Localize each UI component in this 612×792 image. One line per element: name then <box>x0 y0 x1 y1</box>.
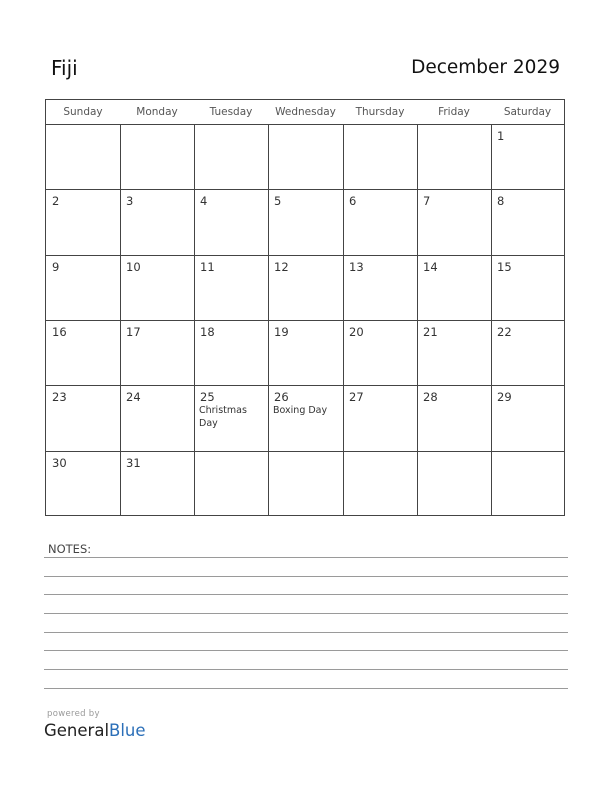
day-cell-1[interactable] <box>491 124 564 189</box>
day-number: 11 <box>200 260 215 274</box>
day-cell-20[interactable] <box>343 320 417 385</box>
weekday-sunday: Sunday <box>63 106 103 118</box>
day-number: 22 <box>497 325 512 339</box>
day-cell-29[interactable] <box>491 385 564 450</box>
day-cell-21[interactable] <box>417 320 491 385</box>
generalblue-logo[interactable] <box>44 721 146 740</box>
empty-day-cell[interactable] <box>417 124 491 189</box>
day-cell-9[interactable] <box>46 255 120 320</box>
empty-day-cell[interactable] <box>343 451 417 516</box>
day-number: 26 <box>274 390 289 404</box>
holiday-label: Christmas Day <box>199 405 247 429</box>
empty-day-cell[interactable] <box>417 451 491 516</box>
day-cell-7[interactable] <box>417 189 491 254</box>
day-number: 4 <box>200 194 208 208</box>
weekday-tuesday: Tuesday <box>209 106 253 118</box>
holiday-label: Boxing Day <box>273 405 328 416</box>
day-cell-5[interactable] <box>268 189 343 254</box>
day-cell-3[interactable] <box>120 189 194 254</box>
weekday-friday: Friday <box>438 106 470 118</box>
day-cell-10[interactable] <box>120 255 194 320</box>
empty-day-cell[interactable] <box>46 124 120 189</box>
empty-day-cell[interactable] <box>268 451 343 516</box>
day-number: 9 <box>52 260 60 274</box>
empty-day-cell[interactable] <box>491 451 564 516</box>
day-number: 6 <box>349 194 357 208</box>
day-number: 30 <box>52 456 67 470</box>
day-number: 3 <box>126 194 134 208</box>
notes-line <box>44 632 568 633</box>
day-number: 16 <box>52 325 67 339</box>
day-number: 18 <box>200 325 215 339</box>
day-number: 28 <box>423 390 438 404</box>
day-cell-17[interactable] <box>120 320 194 385</box>
day-number: 19 <box>274 325 289 339</box>
day-number: 24 <box>126 390 141 404</box>
notes-label: NOTES: <box>48 542 92 556</box>
day-cell-16[interactable] <box>46 320 120 385</box>
day-number: 17 <box>126 325 141 339</box>
day-number: 14 <box>423 260 438 274</box>
brand-general-text: General <box>44 721 110 740</box>
notes-line <box>44 650 568 651</box>
country-title: Fiji <box>51 56 78 80</box>
day-number: 25 <box>200 390 215 404</box>
day-cell-18[interactable] <box>194 320 268 385</box>
day-cell-4[interactable] <box>194 189 268 254</box>
day-number: 20 <box>349 325 364 339</box>
day-number: 1 <box>497 129 505 143</box>
day-cell-26[interactable] <box>268 385 343 450</box>
day-cell-22[interactable] <box>491 320 564 385</box>
empty-day-cell[interactable] <box>120 124 194 189</box>
day-cell-31[interactable] <box>120 451 194 516</box>
day-number: 27 <box>349 390 364 404</box>
day-number: 10 <box>126 260 141 274</box>
day-number: 15 <box>497 260 512 274</box>
day-number: 13 <box>349 260 364 274</box>
notes-line <box>44 613 568 614</box>
day-cell-6[interactable] <box>343 189 417 254</box>
day-number: 31 <box>126 456 141 470</box>
powered-by-text: powered by <box>47 709 100 719</box>
weekday-wednesday: Wednesday <box>275 106 336 118</box>
day-number: 5 <box>274 194 282 208</box>
empty-day-cell[interactable] <box>194 451 268 516</box>
day-cell-27[interactable] <box>343 385 417 450</box>
weekday-thursday: Thursday <box>355 106 405 118</box>
day-number: 29 <box>497 390 512 404</box>
day-cell-2[interactable] <box>46 189 120 254</box>
notes-line <box>44 669 568 670</box>
notes-line <box>44 576 568 577</box>
day-cell-11[interactable] <box>194 255 268 320</box>
day-cell-15[interactable] <box>491 255 564 320</box>
weekday-monday: Monday <box>136 106 178 118</box>
day-number: 2 <box>52 194 60 208</box>
notes-line <box>44 594 568 595</box>
notes-line <box>44 688 568 689</box>
notes-line <box>44 557 568 558</box>
day-number: 23 <box>52 390 67 404</box>
day-cell-28[interactable] <box>417 385 491 450</box>
empty-day-cell[interactable] <box>343 124 417 189</box>
day-number: 12 <box>274 260 289 274</box>
day-cell-8[interactable] <box>491 189 564 254</box>
calendar-grid <box>45 99 565 516</box>
day-cell-30[interactable] <box>46 451 120 516</box>
month-title: December 2029 <box>411 57 560 78</box>
day-cell-12[interactable] <box>268 255 343 320</box>
day-cell-23[interactable] <box>46 385 120 450</box>
weekday-header-row <box>46 100 564 125</box>
day-cell-24[interactable] <box>120 385 194 450</box>
day-number: 8 <box>497 194 505 208</box>
day-cell-13[interactable] <box>343 255 417 320</box>
day-cell-14[interactable] <box>417 255 491 320</box>
day-cell-25[interactable] <box>194 385 268 450</box>
day-number: 21 <box>423 325 438 339</box>
day-cell-19[interactable] <box>268 320 343 385</box>
weekday-saturday: Saturday <box>503 106 552 118</box>
empty-day-cell[interactable] <box>268 124 343 189</box>
brand-blue-text: Blue <box>109 721 146 740</box>
day-number: 7 <box>423 194 431 208</box>
empty-day-cell[interactable] <box>194 124 268 189</box>
